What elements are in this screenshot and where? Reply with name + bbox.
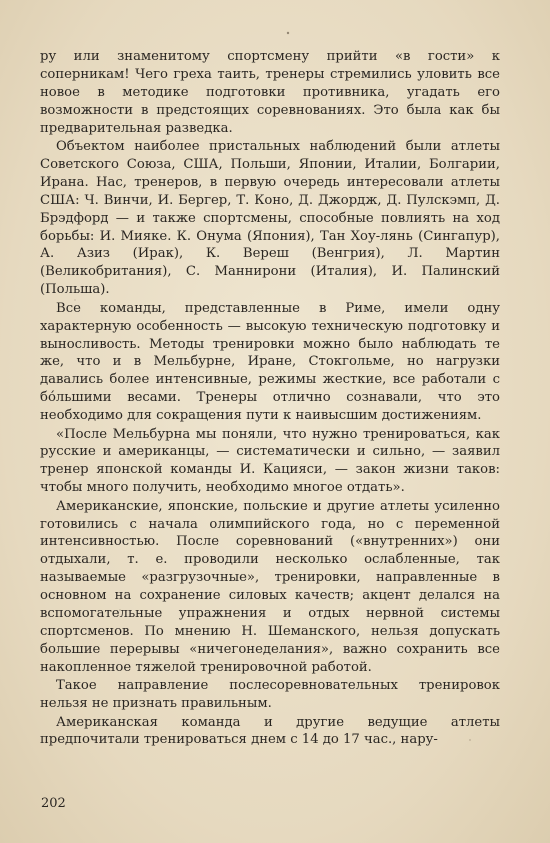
page-number: 202	[41, 796, 66, 811]
paragraph-japanese-coach-quote: «После Мельбурна мы поняли, что нужно тренироваться, как русские и американцы, — систематически и сильно, — заявил тренер японской команды И. Кацияси, — закон жизни таков: чтобы много получить, необходимо многое отдать».	[40, 426, 500, 496]
paragraph-direction-assessment: Такое направление послесоревновательных тренировок нельзя не признать правильным.	[40, 678, 500, 712]
paragraph-continuation: ру или знаменитому спортсмену прийти «в гости» к соперникам! Чего греха таить, тренеры стремились уловить все новое в методике подготовки противника, угадать его возможности в предстоящих соревнованиях. Это была как бы предварительная разведка.	[40, 49, 500, 136]
paragraph-observation-targets: Объектом наиболее пристальных наблюдений были атлеты Советского Союза, США, Польши, Японии, Италии, Болгарии, Ирана. Нас, тренеров, в первую очередь интересовали атлеты США: Ч. Винчи, И. Бергер, Т. Коно, Д. Джордж, Д. Пулскэмп, Д. Брэдфорд — и также спортсмены, способные повлиять на ход борьбы: И. Мияке. К. Онума (Япония), Тан Хоу-лянь (Сингапур), А. Азиз (Ирак), К. Вереш (Венгрия), Л. Мартин (Великобритания), С. Маннирони (Италия), И. Палинский (Польша).	[40, 139, 500, 298]
paragraph-training-intensity: Американские, японские, польские и другие атлеты усиленно готовились с начала олимпийского года, но с переменной интенсивностью. После соревнований («внутренних») они отдыхали, т. е. проводили несколько ослабленные, так называемые «разгрузочные», тренировки, направленные в основном на сохранение силовых качеств; акцент делался на вспомогательные упражнения и отдых нервной системы спортсменов. По мнению Н. Шеманского, нельзя допускать большие перерывы «ничегонеделания», важно сохранить все накопленное тяжелой тренировочной работой.	[40, 498, 500, 675]
paragraph-american-schedule: Американская команда и другие ведущие атлеты предпочитали тренироваться днем с 14 до 17 час., нару-	[40, 714, 500, 748]
body-text	[40, 48, 500, 749]
paragraph-teams-feature: Все команды, представленные в Риме, имели одну характерную особенность — высокую техническую подготовку и выносливость. Методы тренировки можно было наблюдать те же, что и в Мельбурне, Иране, Стокгольме, но нагрузки давались более интенсивные, режимы жесткие, все работали с бо́льшими весами. Тренеры отлично сознавали, что это необходимо для сокращения пути к наивысшим достижениям.	[40, 300, 500, 424]
